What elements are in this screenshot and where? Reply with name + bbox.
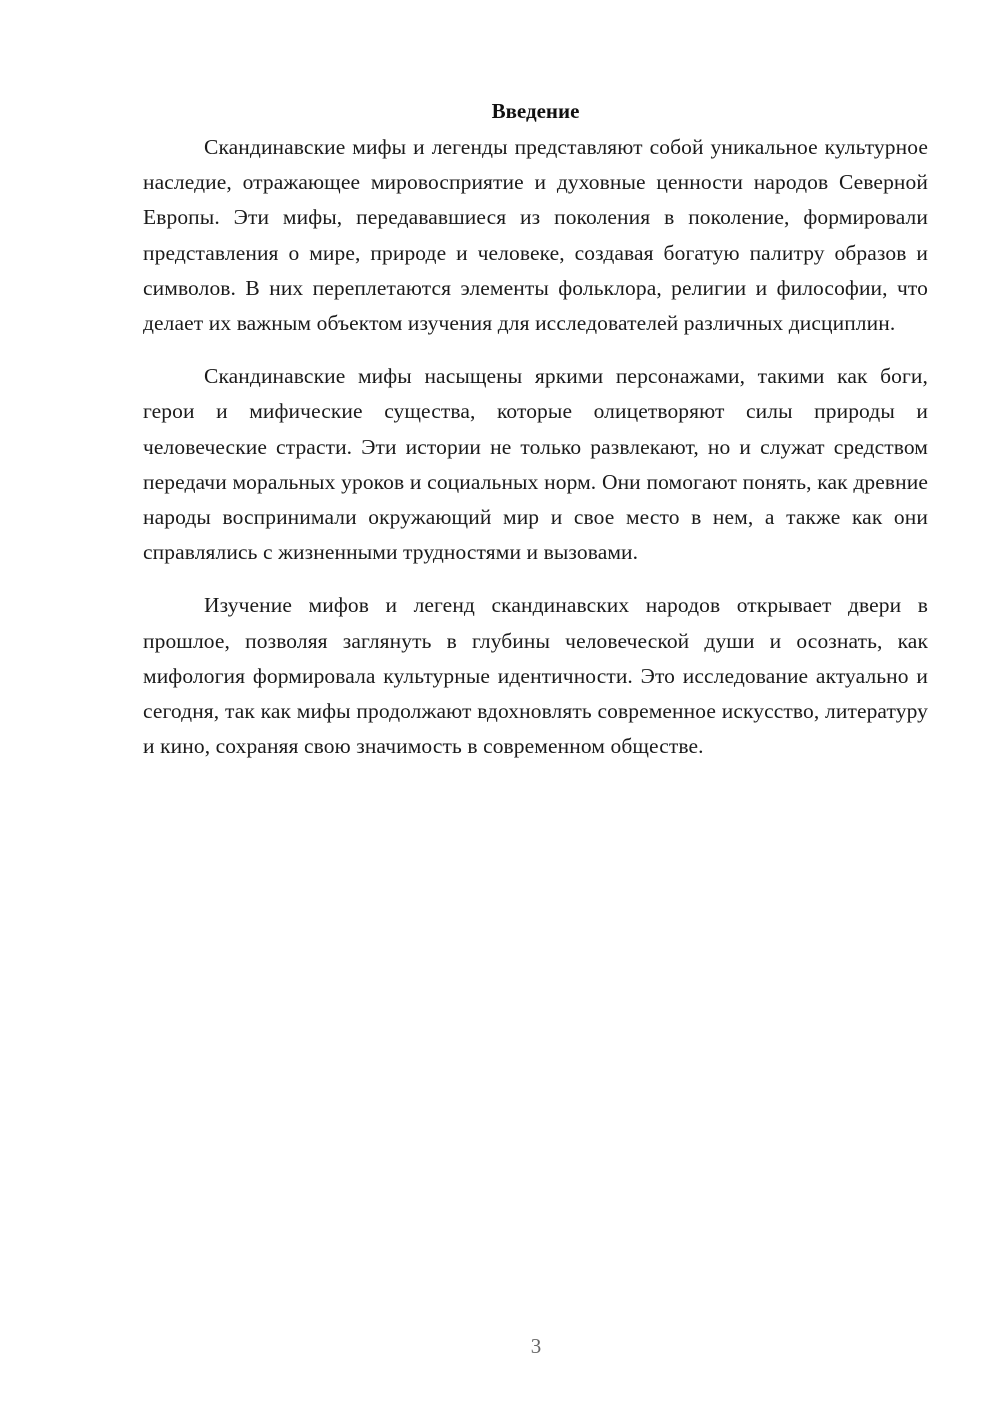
section-title: Введение xyxy=(491,99,580,123)
paragraph-3: Изучение мифов и легенд скандинавских народов открывает двери в прошлое, позволяя заглянуть в глубины человеческой души и осознать, как мифология формировала культурные идентичности. Это исследование актуально и сегодня, так как мифы продолжают вдохновлять современное искусство, литературу и кино, сохраняя свою значимость в современном обществе. xyxy=(143,593,928,759)
paragraph-1: Скандинавские мифы и легенды представляют собой уникальное культурное наследие, отражающее мировосприятие и духовные ценности народов Северной Европы. Эти мифы, передававшиеся из поколения в поколение, формировали представления о мире, природе и человеке, создавая богатую палитру образов и символов. В них переплетаются элементы фольклора, религии и философии, что делает их важным объектом изучения для исследователей различных дисциплин. xyxy=(143,135,928,336)
page-content xyxy=(143,96,928,782)
paragraph-2: Скандинавские мифы насыщены яркими персонажами, такими как боги, герои и мифические существа, которые олицетворяют силы природы и человеческие страсти. Эти истории не только развлекают, но и служат средством передачи моральных уроков и социальных норм. Они помогают понять, как древние народы воспринимали окружающий мир и свое место в нем, а также как они справлялись с жизненными трудностями и вызовами. xyxy=(143,364,928,565)
page-number: 3 xyxy=(530,1334,542,1358)
